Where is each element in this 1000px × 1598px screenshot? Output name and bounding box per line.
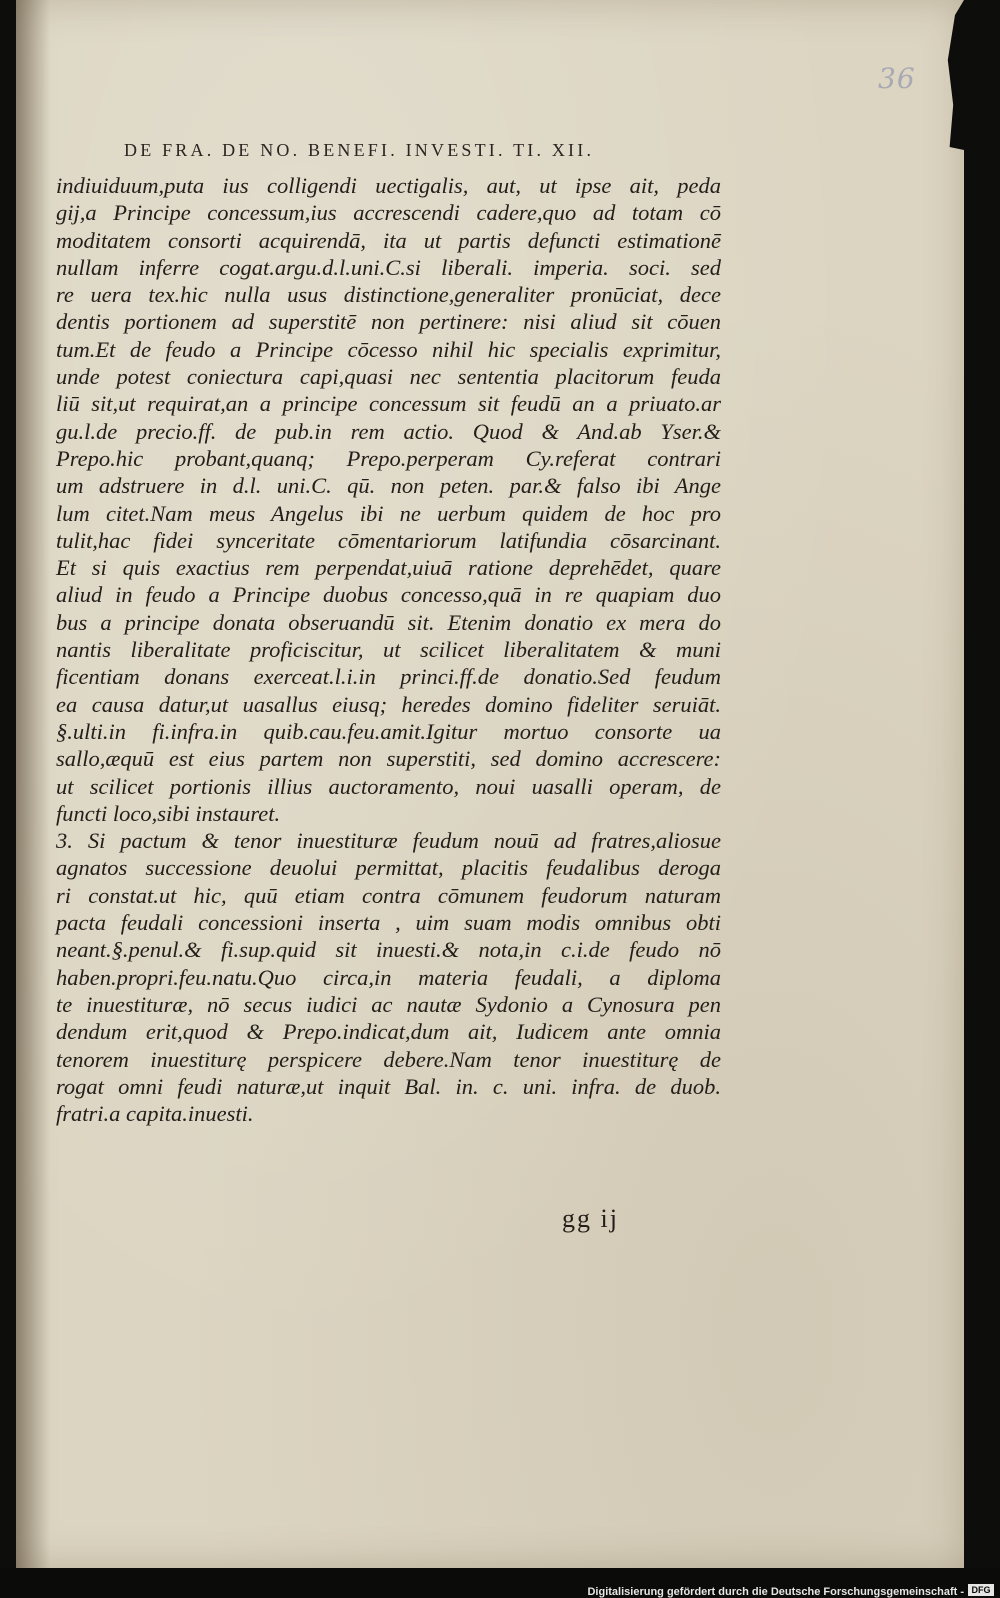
text-line-numbered: 3. Si pactum & tenor inuestituræ feudum nouū ad fratres,aliosue (56, 828, 721, 854)
text-line: lum citet.Nam meus Angelus ibi ne uerbum quidem de hoc pro (56, 500, 721, 526)
text-line: aliud in feudo a Principe duobus concesso,quā in re quapiam duo (56, 582, 721, 608)
text-line: §.ulti.in fi.infra.in quib.cau.feu.amit.Igitur mortuo consorte ua (56, 718, 721, 744)
folio-number: 36 (878, 62, 916, 95)
text-line-paragraph-end: fratri.a capita.inuesti. (56, 1101, 254, 1127)
text-line: gij,a Principe concessum,ius accrescendi cadere,quo ad totam cō (56, 200, 721, 226)
text-line: nantis liberalitate proficiscitur, ut scilicet liberalitatem & muni (56, 637, 721, 663)
text-line: pacta feudali concessioni inserta , uim suam modis omnibus obti (56, 910, 721, 936)
text-line: ri constat.ut hic, quū etiam contra cōmunem feudorum naturam (56, 882, 721, 908)
text-line: Et si quis exactius rem perpendat,uiuā ratione deprehēdet, quare (56, 555, 721, 581)
text-line: moditatem consorti acquirendā, ita ut partis defuncti estimationē (56, 227, 721, 253)
text-line: bus a principe donata obseruandū sit. Etenim donatio ex mera do (56, 609, 721, 635)
running-head: DE FRA. DE NO. BENEFI. INVESTI. TI. XII. (124, 140, 595, 160)
text-line: tum.Et de feudo a Principe cōcesso nihil hic specialis exprimitur, (56, 336, 721, 362)
text-line: nullam inferre cogat.argu.d.l.uni.C.si liberali. imperia. soci. sed (56, 254, 721, 280)
text-line: gu.l.de precio.ff. de pub.in rem actio. Quod & And.ab Yser.& (56, 418, 721, 444)
text-line: dentis portionem ad superstitē non pertinere: nisi aliud sit cōuen (56, 309, 721, 335)
text-line: te inuestituræ, nō secus iudici ac nautæ Sydonio a Cynosura pen (56, 991, 721, 1017)
text-line: tenorem inuestiturę perspicere debere.Nam tenor inuestiturę de (56, 1046, 721, 1072)
text-line: agnatos successione deuolui permittat, placitis feudalibus deroga (56, 855, 721, 881)
signature-mark: gg ij (562, 1204, 619, 1233)
text-line: Prepo.hic probant,quanq; Prepo.perperam Cy.referat contrari (56, 445, 721, 471)
text-line: sallo,æquū est eius partem non superstiti, sed domino accrescere: (56, 746, 721, 772)
text-line-paragraph-end: functi loco,sibi instauret. (56, 800, 281, 826)
text-line: indiuiduum,puta ius colligendi uectigalis, aut, ut ipse ait, peda (56, 173, 721, 198)
dfg-logo-icon: DFG (968, 1584, 994, 1596)
body-text (56, 172, 721, 1127)
footer-credit: Digitalisierung gefördert durch die Deutsche Forschungsgemeinschaft - (587, 1586, 964, 1598)
text-line: unde potest coniectura capi,quasi nec sententia placitorum feuda (56, 364, 721, 390)
text-line: ficentiam donans exerceat.l.i.in princi.ff.de donatio.Sed feudum (56, 664, 721, 690)
text-line: ea causa datur,ut uasallus eiusq; heredes domino fideliter seruiāt. (56, 691, 721, 717)
text-line: ut scilicet portionis illius auctoramento, noui uasalli operam, de (56, 773, 721, 799)
text-line: neant.§.penul.& fi.sup.quid sit inuesti.& nota,in c.i.de feudo nō (56, 937, 721, 963)
text-line: haben.propri.feu.natu.Quo circa,in materia feudali, a diploma (56, 964, 721, 990)
text-line: rogat omni feudi naturæ,ut inquit Bal. in. c. uni. infra. de duob. (56, 1073, 721, 1099)
binding-shadow (16, 0, 50, 1568)
text-line: dendum erit,quod & Prepo.indicat,dum ait, Iudicem ante omnia (56, 1019, 721, 1045)
text-line: liū sit,ut requirat,an a principe concessum sit feudū an a priuato.ar (56, 391, 721, 417)
text-line: tulit,hac fidei synceritate cōmentariorum latifundia cōsarcinant. (56, 527, 721, 553)
text-line: re uera tex.hic nulla usus distinctione,generaliter pronūciat, dece (56, 282, 721, 308)
text-line: um adstruere in d.l. uni.C. qū. non peten. par.& falso ibi Ange (56, 473, 721, 499)
